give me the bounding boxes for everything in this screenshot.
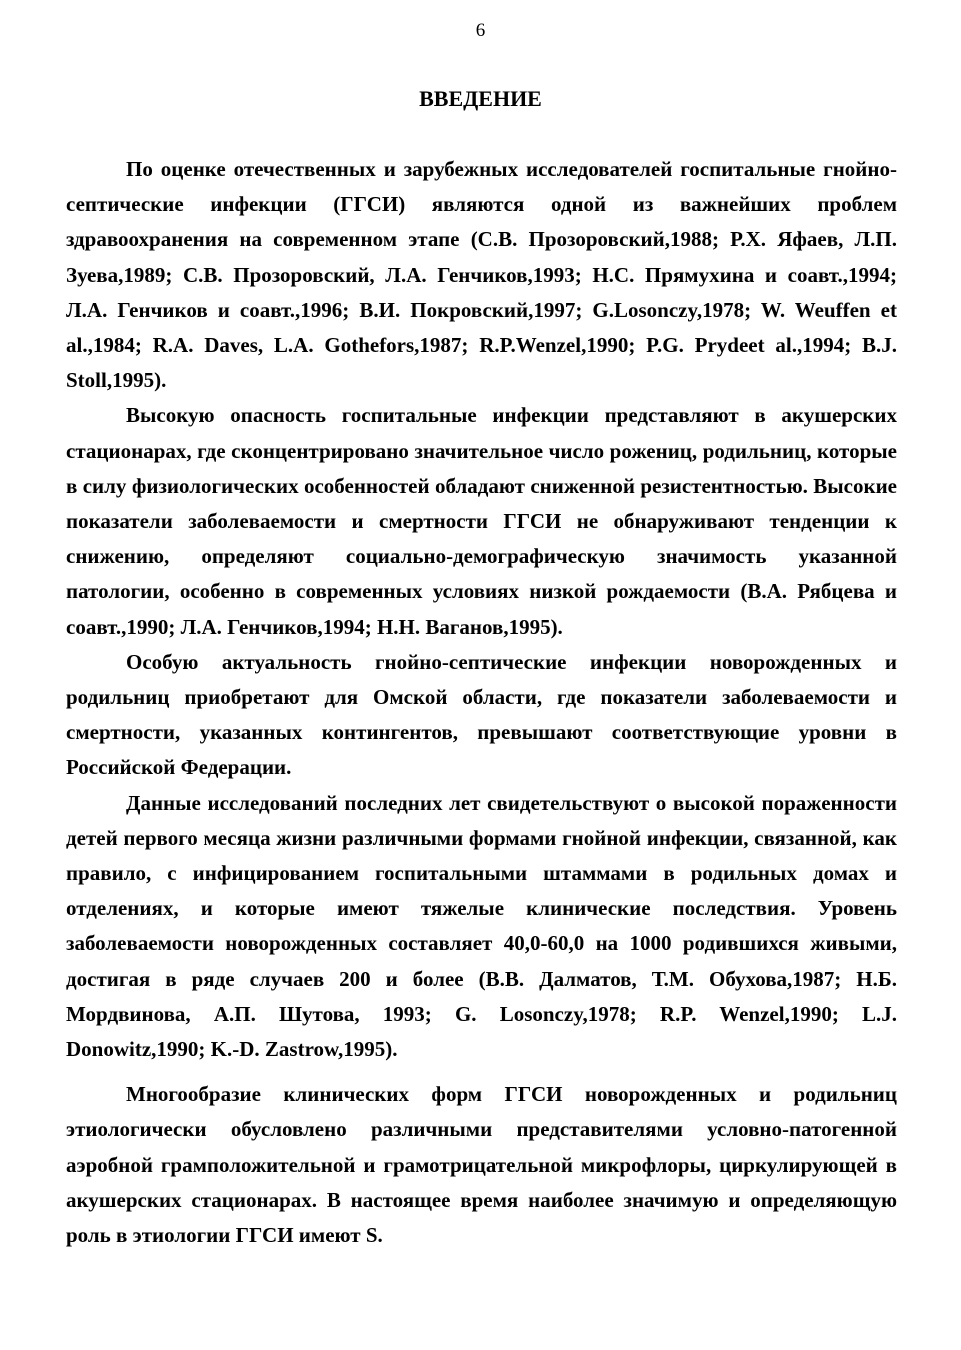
paragraph-1: По оценке отечественных и зарубежных исследователей госпитальные гнойно-септические инфекции (ГГСИ) являются одной из важнейших проблем здравоохранения на современном этапе (С.В. Прозоровский,1988; Р.Х. Яфаев, Л.П. Зуева,1989; С.В. Прозоровский, Л.А. Генчиков,1993; Н.С. Прямухина и соавт.,1994; Л.А. Генчиков и соавт.,1996; В.И. Покровский,1997; G.Losonczy,1978; W. Weuffen et al.,1984; R.A. Daves, L.A. Gothefors,1987; R.P.Wenzel,1990; P.G. Prydeet al.,1994; B.J. Stoll,1995).	[66, 157, 897, 393]
document-body	[66, 152, 897, 1253]
paragraph-2: Высокую опасность госпитальные инфекции представляют в акушерских стационарах, где сконцентрировано значительное число рожениц, родильниц, которые в силу физиологических особенностей обладают сниженной резистентностью. Высокие показатели заболеваемости и смертности ГГСИ не обнаруживают тенденции к снижению, определяют социально-демографическую значимость указанной патологии, особенно в современных условиях низкой рождаемости (В.А. Рябцева и соавт.,1990; Л.А. Генчиков,1994; Н.Н. Ваганов,1995).	[66, 403, 897, 639]
page-number: 6	[475, 20, 486, 41]
paragraph-4: Данные исследований последних лет свидетельствуют о высокой пораженности детей первого месяца жизни различными формами гнойной инфекции, связанной, как правило, с инфицированием госпитальными штаммами в родильных домах и отделениях, и которые имеют тяжелые клинические последствия. Уровень заболеваемости новорожденных составляет 40,0-60,0 на 1000 родившихся живыми, достигая в ряде случаев 200 и более (В.В. Далматов, Т.М. Обухова,1987; Н.Б. Мордвинова, А.П. Шутова, 1993; G. Losonczy,1978; R.P. Wenzel,1990; L.J. Donowitz,1990; K.-D. Zastrow,1995).	[66, 790, 897, 1062]
paragraph-5: Многообразие клинических форм ГГСИ новорожденных и родильниц этиологически обусловлено различными представителями условно-патогенной аэробной грамположительной и грамотрицательной микрофлоры, циркулирующей в акушерских стационарах. В настоящее время наиболее значимую и определяющую роль в этиологии ГГСИ имеют S.	[66, 1082, 897, 1248]
paragraph-3: Особую актуальность гнойно-септические инфекции новорожденных и родильниц приобретают для Омской области, где показатели заболеваемости и смертности, указанных контингентов, превышают соответствующие уровни в Российской Федерации.	[66, 649, 897, 780]
section-heading: ВВЕДЕНИЕ	[419, 86, 542, 111]
